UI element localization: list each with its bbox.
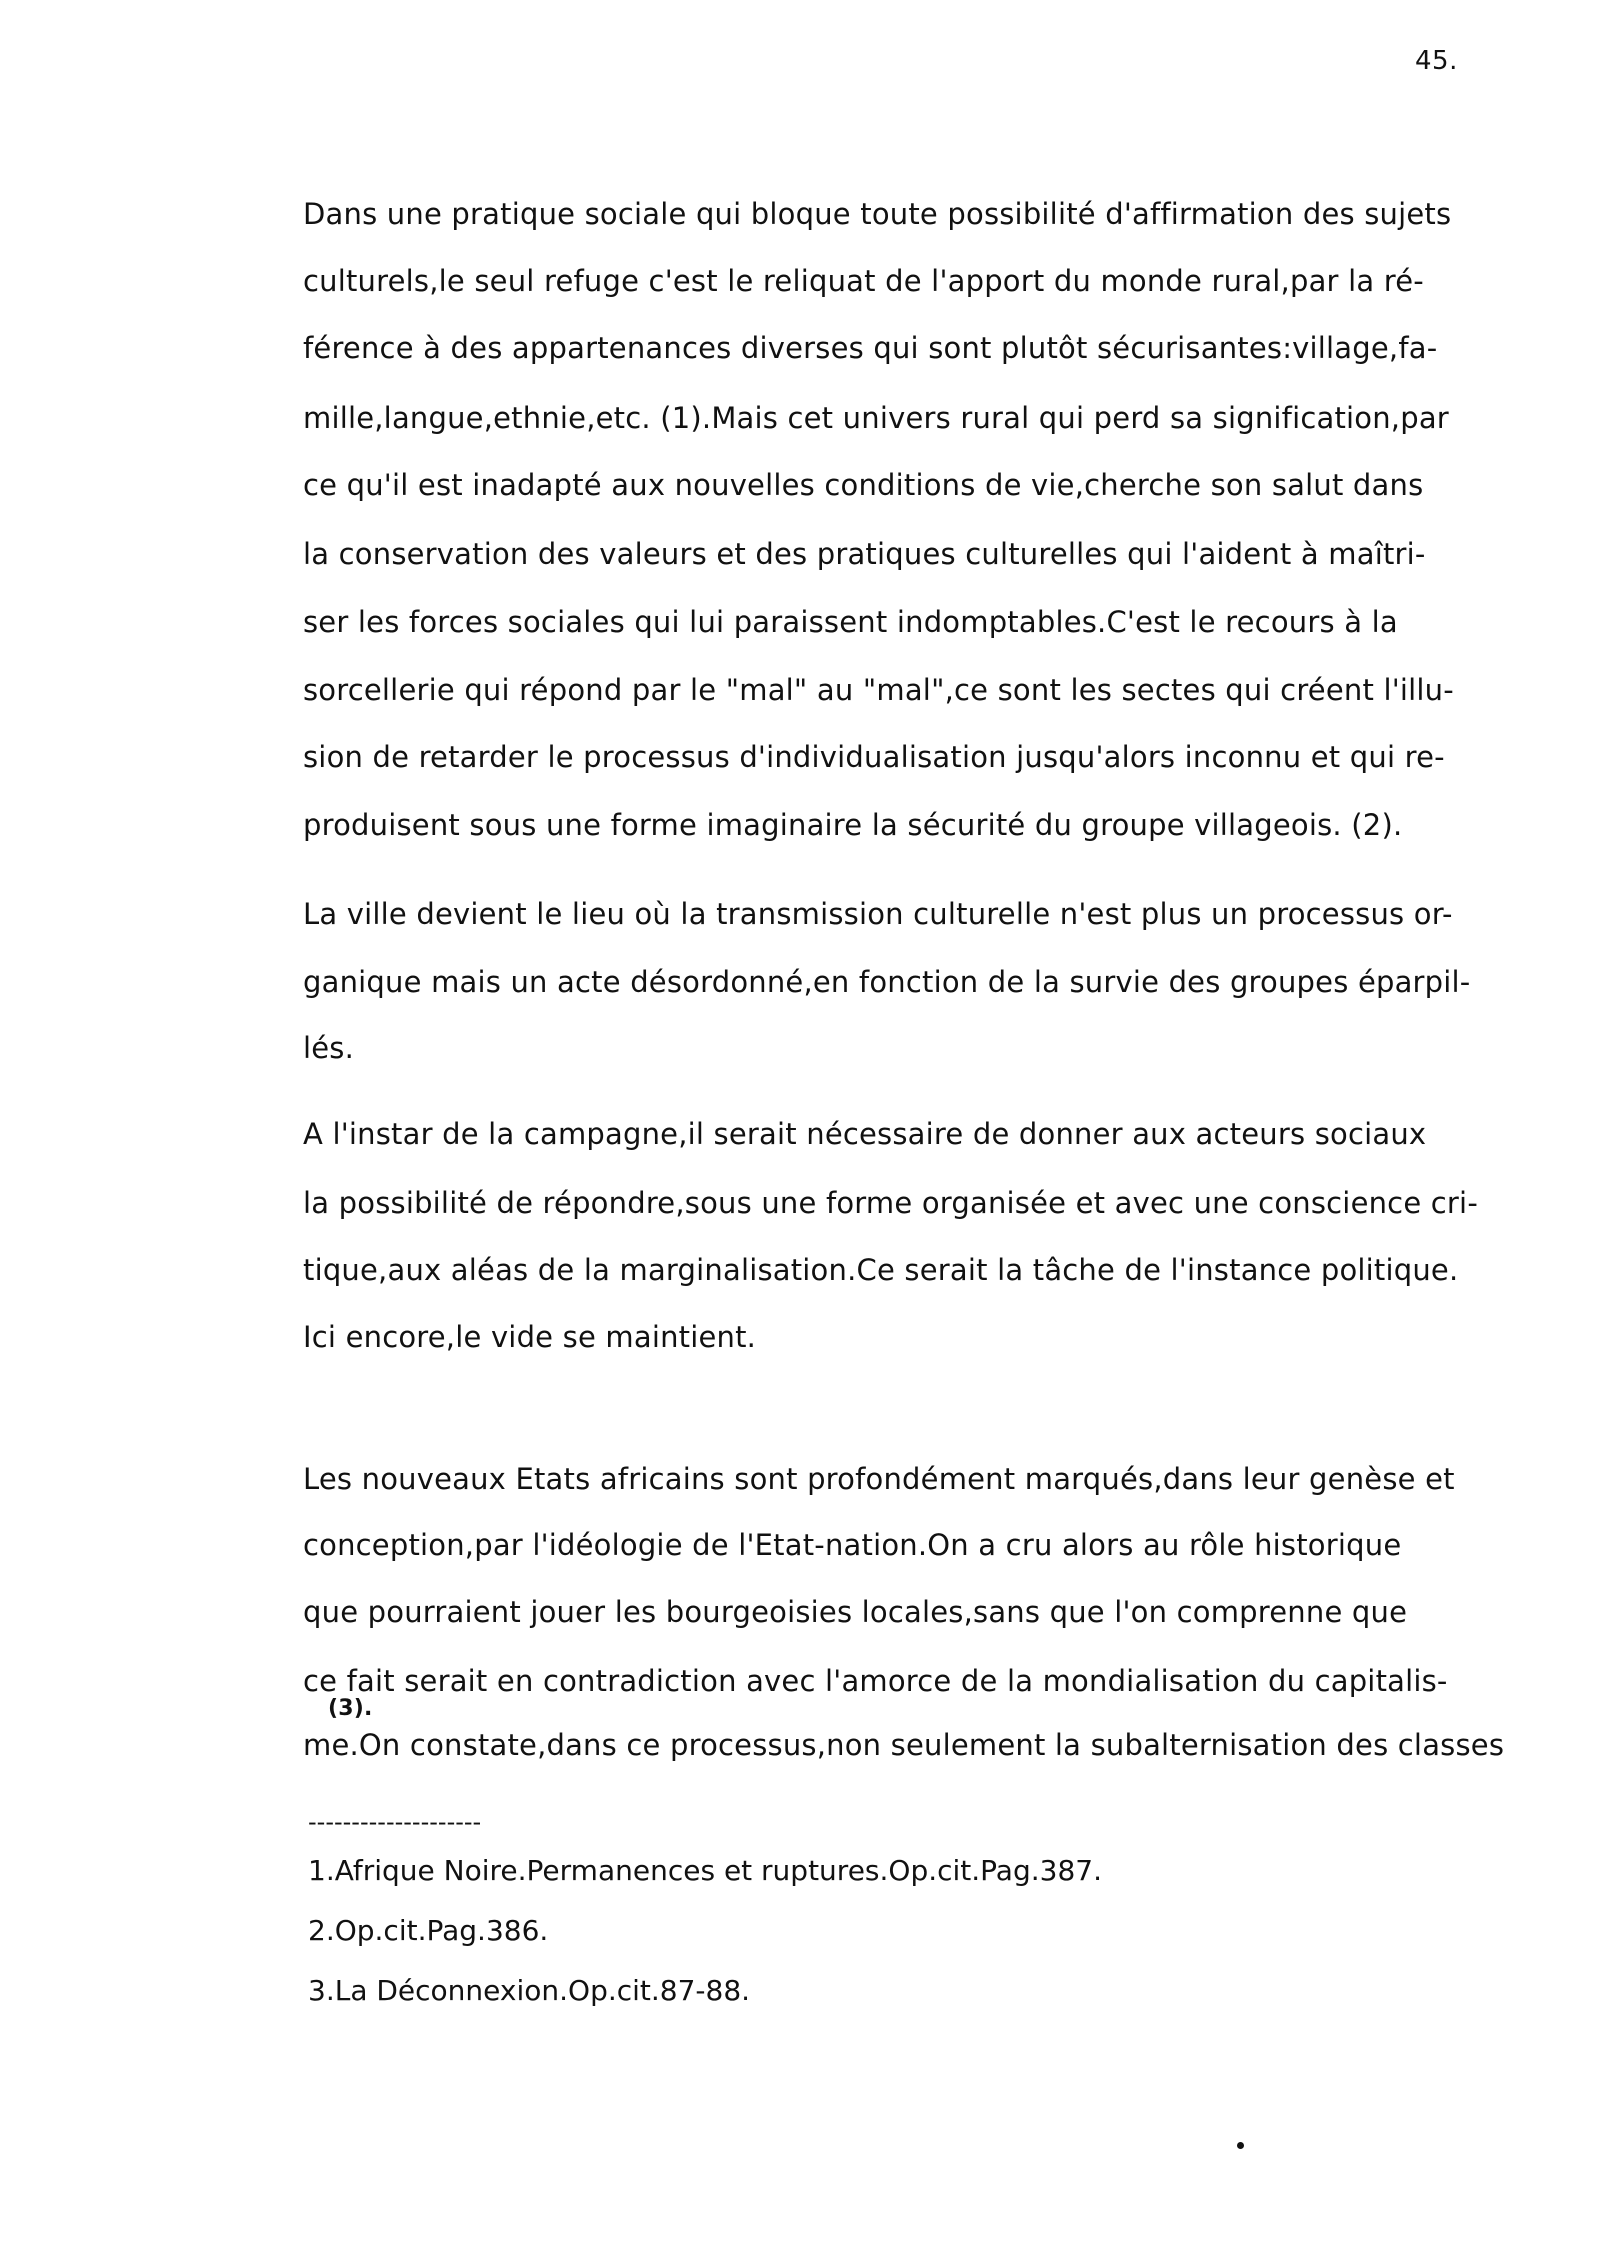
body-line-14: A l'instar de la campagne,il serait nécessaire de donner aux acteurs sociaux (303, 1117, 1427, 1151)
body-line-22: me.On constate,dans ce processus,non seulement la subalternisation des classes (303, 1728, 1505, 1762)
body-line-6: la conservation des valeurs et des pratiques culturelles qui l'aident à maîtri- (303, 537, 1426, 571)
body-line-2: culturels,le seul refuge c'est le reliquat de l'apport du monde rural,par la ré- (303, 264, 1424, 298)
body-line-15: la possibilité de répondre,sous une forme organisée et avec une conscience cri- (303, 1186, 1478, 1220)
body-line-4: mille,langue,ethnie,etc. (1).Mais cet univers rural qui perd sa signification,par (303, 401, 1449, 435)
page-number: 45. (1415, 46, 1458, 76)
body-line-20: que pourraient jouer les bourgeoisies locales,sans que l'on comprenne que (303, 1595, 1408, 1629)
body-line-17: Ici encore,le vide se maintient. (303, 1320, 757, 1354)
body-line-8: sorcellerie qui répond par le "mal" au "mal",ce sont les sectes qui créent l'illu- (303, 673, 1454, 707)
footnote-3: 3.La Déconnexion.Op.cit.87-88. (308, 1974, 751, 2007)
body-line-1: Dans une pratique sociale qui bloque toute possibilité d'affirmation des sujets (303, 197, 1452, 231)
body-line-19: conception,par l'idéologie de l'Etat-nation.On a cru alors au rôle historique (303, 1528, 1402, 1562)
scan-speck (1237, 2142, 1244, 2149)
body-line-18: Les nouveaux Etats africains sont profondément marqués,dans leur genèse et (303, 1462, 1455, 1496)
footnote-2: 2.Op.cit.Pag.386. (308, 1914, 549, 1947)
body-line-12: ganique mais un acte désordonné,en fonction de la survie des groupes éparpil- (303, 965, 1471, 999)
footnote-1: 1.Afrique Noire.Permanences et ruptures.Op.cit.Pag.387. (308, 1854, 1102, 1887)
footnote-marker-3: (3). (328, 1696, 373, 1721)
body-line-11: La ville devient le lieu où la transmission culturelle n'est plus un processus or- (303, 897, 1453, 931)
body-line-9: sion de retarder le processus d'individualisation jusqu'alors inconnu et qui re- (303, 740, 1445, 774)
body-line-3: férence à des appartenances diverses qui sont plutôt sécurisantes:village,fa- (303, 331, 1438, 365)
body-line-10: produisent sous une forme imaginaire la sécurité du groupe villageois. (2). (303, 808, 1403, 842)
body-line-21: ce fait serait en contradiction avec l'amorce de la mondialisation du capitalis- (303, 1664, 1448, 1698)
footnote-separator: -------------------- (308, 1808, 482, 1836)
body-line-13: lés. (303, 1031, 355, 1065)
body-line-16: tique,aux aléas de la marginalisation.Ce serait la tâche de l'instance politique. (303, 1253, 1459, 1287)
body-line-7: ser les forces sociales qui lui paraissent indomptables.C'est le recours à la (303, 605, 1398, 639)
body-line-5: ce qu'il est inadapté aux nouvelles conditions de vie,cherche son salut dans (303, 468, 1424, 502)
